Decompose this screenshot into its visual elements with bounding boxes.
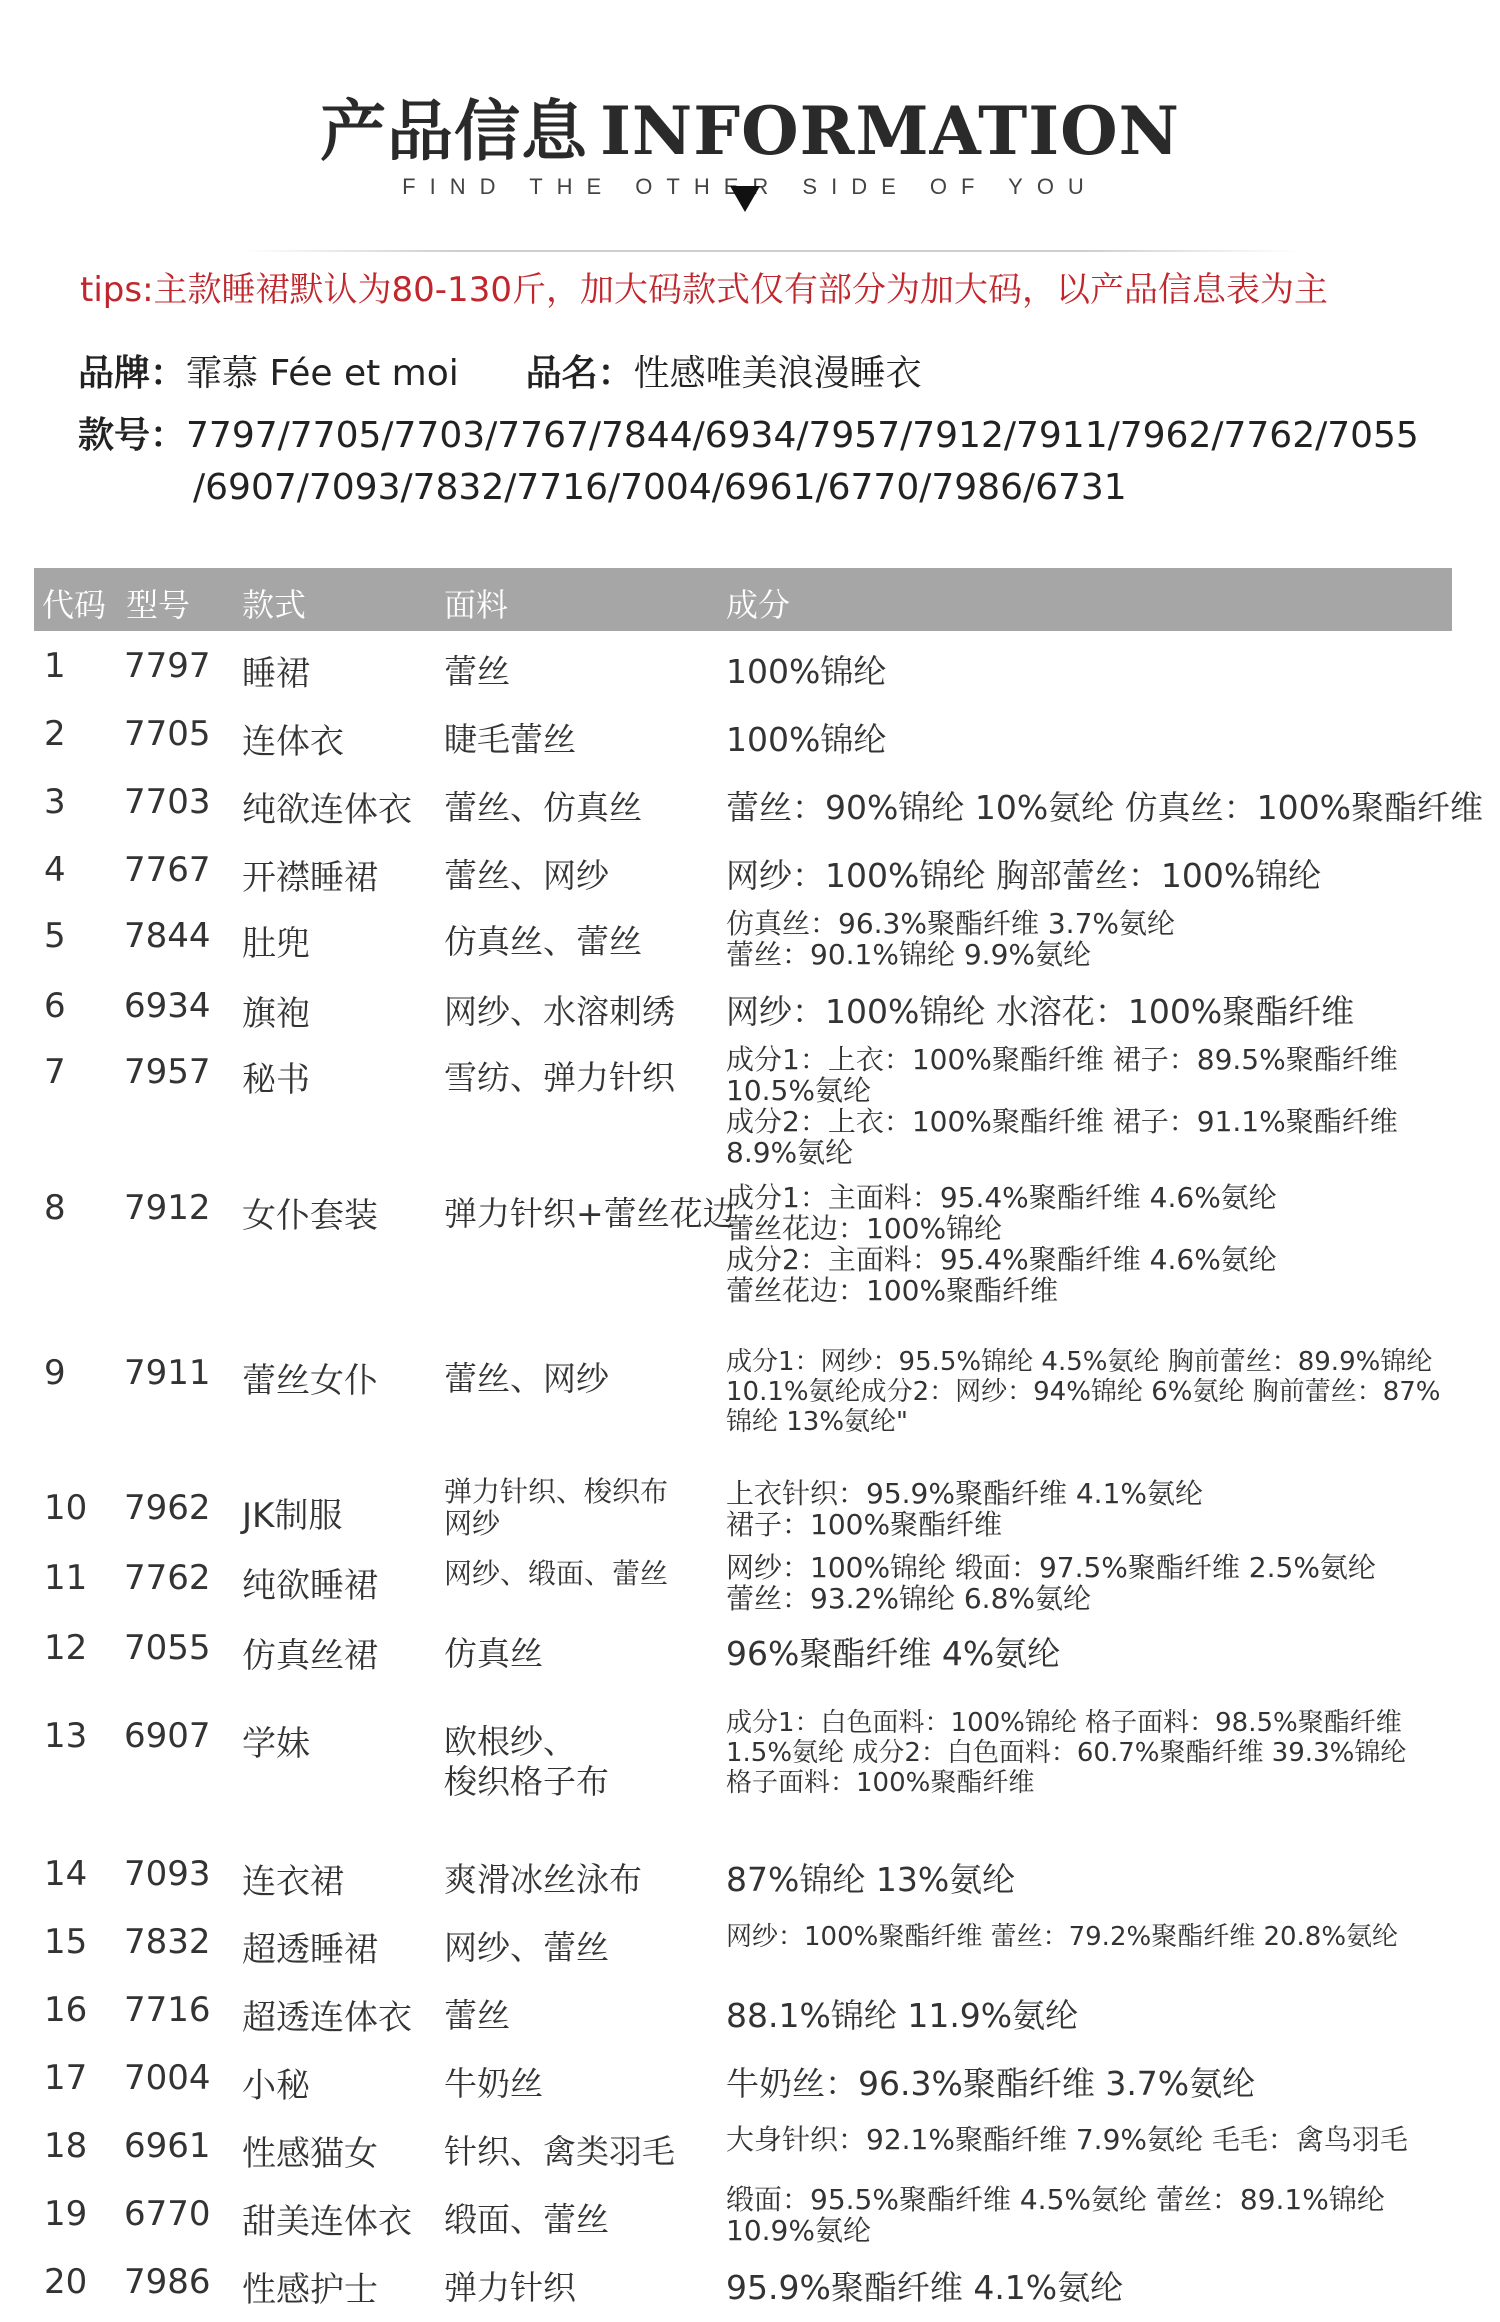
composition-line: 蕾丝：90%锦纶 10%氨纶 仿真丝：100%聚酯纤维 [726, 788, 1484, 827]
composition-line: 10.1%氨纶成分2：网纱：94%锦纶 6%氨纶 胸前蕾丝：87% [726, 1377, 1441, 1407]
info-brand-line [78, 345, 922, 396]
row-model: 7957 [124, 1052, 211, 1092]
row-composition [726, 1990, 1078, 2037]
fabric-line: 缎面、蕾丝 [444, 2200, 609, 2239]
composition-line: 10.9%氨纶 [726, 2214, 871, 2247]
row-composition [726, 782, 1483, 829]
fabric-line: 爽滑冰丝泳布 [444, 1860, 642, 1899]
row-model: 7055 [124, 1628, 211, 1668]
row-composition [726, 1854, 1015, 1901]
brand-value: 霏慕 Fée et moi [186, 353, 459, 394]
row-model: 7832 [124, 1922, 211, 1962]
header-code: 代码 [42, 586, 107, 624]
divider [240, 250, 1300, 252]
row-fabric [444, 1558, 668, 1590]
row-model: 7762 [124, 1558, 211, 1598]
composition-line: 大身针织：92.1%聚酯纤维 7.9%氨纶 毛毛：禽鸟羽毛 [726, 2123, 1408, 2156]
row-code: 12 [44, 1628, 88, 1668]
style-label: 款号： [78, 415, 187, 456]
row-code: 6 [44, 986, 66, 1026]
composition-line: 8.9%氨纶 [726, 1136, 854, 1169]
row-code: 3 [44, 782, 66, 822]
row-style: 旗袍 [242, 994, 310, 1034]
row-model: 7986 [124, 2262, 211, 2302]
row-model: 6907 [124, 1716, 211, 1756]
composition-line: 成分1：主面料：95.4%聚酯纤维 4.6%氨纶 [726, 1181, 1277, 1214]
row-code: 11 [44, 1558, 88, 1598]
row-model: 7767 [124, 850, 211, 890]
row-style: 女仆套装 [242, 1196, 378, 1236]
composition-line: 蕾丝：90.1%锦纶 9.9%氨纶 [726, 938, 1091, 971]
row-code: 20 [44, 2262, 88, 2302]
composition-line: 网纱：100%锦纶 缎面：97.5%聚酯纤维 2.5%氨纶 [726, 1551, 1376, 1584]
row-fabric [444, 714, 576, 761]
header-model: 型号 [126, 586, 191, 624]
row-composition [726, 1628, 1060, 1675]
composition-line: 100%锦纶 [726, 720, 887, 759]
composition-line: 87%锦纶 13%氨纶 [726, 1860, 1016, 1899]
style-numbers-line2: /6907/7093/7832/7716/7004/6961/6770/7986/6731 [193, 467, 1127, 508]
fabric-line: 弹力针织+蕾丝花边 [444, 1194, 736, 1233]
row-composition [726, 986, 1354, 1033]
row-composition [726, 714, 886, 761]
row-fabric [444, 1476, 668, 1540]
fabric-line: 欧根纱、 [444, 1722, 576, 1761]
row-style: 秘书 [242, 1060, 310, 1100]
product-table [34, 568, 1484, 2310]
row-code: 7 [44, 1052, 66, 1092]
row-model: 7962 [124, 1488, 211, 1528]
row-code: 19 [44, 2194, 88, 2234]
fabric-line: 蕾丝、仿真丝 [444, 788, 642, 827]
style-numbers-line1: 7797/7705/7703/7767/7844/6934/7957/7912/7911/7962/7762/7055 [186, 415, 1419, 456]
row-code: 10 [44, 1488, 88, 1528]
row-fabric [444, 1353, 609, 1400]
brand-label: 品牌： [78, 353, 187, 394]
row-fabric [444, 1628, 543, 1675]
composition-line: 95.9%聚酯纤维 4.1%氨纶 [726, 2268, 1124, 2307]
composition-line: 100%锦纶 [726, 652, 887, 691]
fabric-line: 蕾丝、网纱 [444, 856, 609, 895]
row-code: 8 [44, 1188, 66, 1228]
row-composition [726, 850, 1321, 897]
row-composition [726, 1708, 1406, 1798]
row-fabric [444, 1052, 675, 1099]
row-style: 睡裙 [242, 654, 310, 694]
row-style: 蕾丝女仆 [242, 1361, 378, 1401]
composition-line: 10.5%氨纶 [726, 1074, 871, 1107]
fabric-line: 网纱、水溶刺绣 [444, 992, 675, 1031]
fabric-line: 仿真丝、蕾丝 [444, 922, 642, 961]
row-fabric [444, 1854, 642, 1901]
row-style: 仿真丝裙 [242, 1636, 378, 1676]
row-composition [726, 1347, 1441, 1437]
row-code: 4 [44, 850, 66, 890]
row-style: JK制服 [242, 1496, 343, 1536]
composition-line: 裙子：100%聚酯纤维 [726, 1508, 1003, 1541]
row-style: 甜美连体衣 [242, 2202, 412, 2242]
row-model: 7844 [124, 916, 211, 956]
row-code: 18 [44, 2126, 88, 2166]
composition-line: 成分2：上衣：100%聚酯纤维 裙子：91.1%聚酯纤维 [726, 1105, 1398, 1138]
name-label: 品名： [525, 353, 634, 394]
composition-line: 蕾丝：93.2%锦纶 6.8%氨纶 [726, 1582, 1091, 1615]
row-model: 7911 [124, 1353, 211, 1393]
row-style: 开襟睡裙 [242, 858, 378, 898]
row-model: 6961 [124, 2126, 211, 2166]
row-fabric [444, 1722, 609, 1802]
row-fabric [444, 782, 642, 829]
composition-line: 96%聚酯纤维 4%氨纶 [726, 1634, 1061, 1673]
composition-line: 88.1%锦纶 11.9%氨纶 [726, 1996, 1079, 2035]
row-style: 性感猫女 [242, 2134, 378, 2174]
row-model: 7797 [124, 646, 211, 686]
composition-line: 成分2：主面料：95.4%聚酯纤维 4.6%氨纶 [726, 1243, 1277, 1276]
row-code: 16 [44, 1990, 88, 2030]
composition-line: 锦纶 13%氨纶" [726, 1407, 909, 1437]
composition-line: 缎面：95.5%聚酯纤维 4.5%氨纶 蕾丝：89.1%锦纶 [726, 2183, 1385, 2216]
row-model: 6934 [124, 986, 211, 1026]
composition-line: 蕾丝花边：100%锦纶 [726, 1212, 1003, 1245]
name-value: 性感唯美浪漫睡衣 [633, 353, 922, 394]
row-style: 连衣裙 [242, 1862, 344, 1902]
fabric-line: 弹力针织 [444, 2268, 576, 2307]
row-model: 7912 [124, 1188, 211, 1228]
header-composition: 成分 [726, 586, 791, 624]
composition-line: 成分1：网纱：95.5%锦纶 4.5%氨纶 胸前蕾丝：89.9%锦纶 [726, 1347, 1433, 1377]
row-fabric [444, 2262, 576, 2309]
row-composition [726, 908, 1175, 970]
composition-line: 1.5%氨纶 成分2：白色面料：60.7%聚酯纤维 39.3%锦纶 [726, 1738, 1407, 1768]
row-style: 学妹 [242, 1724, 310, 1764]
composition-line: 蕾丝花边：100%聚酯纤维 [726, 1274, 1059, 1307]
subtitle: FIND THE OTHER SIDE OF YOU [402, 174, 1098, 199]
fabric-line: 雪纺、弹力针织 [444, 1058, 675, 1097]
tips-text: tips:主款睡裙默认为80-130斤，加大码款式仅有部分为加大码，以产品信息表为主 [80, 270, 1328, 310]
fabric-line: 网纱 [444, 1507, 501, 1540]
composition-line: 仿真丝：96.3%聚酯纤维 3.7%氨纶 [726, 907, 1175, 940]
row-composition [726, 2058, 1255, 2105]
row-composition [726, 2124, 1408, 2156]
row-composition [726, 2184, 1385, 2246]
fabric-line: 梭织格子布 [444, 1762, 609, 1801]
row-fabric [444, 2058, 543, 2105]
row-fabric [444, 986, 675, 1033]
row-composition [726, 1478, 1203, 1540]
info-style-line [78, 407, 1419, 458]
composition-line: 网纱：100%锦纶 胸部蕾丝：100%锦纶 [726, 856, 1322, 895]
row-style: 性感护士 [242, 2270, 378, 2310]
row-fabric [444, 1922, 609, 1969]
row-style: 肚兜 [242, 924, 310, 964]
row-model: 6770 [124, 2194, 211, 2234]
fabric-line: 弹力针织、梭织布 [444, 1475, 669, 1508]
row-model: 7004 [124, 2058, 211, 2098]
header-fabric: 面料 [444, 586, 509, 624]
row-fabric [444, 1188, 736, 1235]
composition-line: 格子面料：100%聚酯纤维 [726, 1768, 1035, 1798]
row-model: 7716 [124, 1990, 211, 2030]
row-code: 14 [44, 1854, 88, 1894]
row-fabric [444, 1990, 510, 2037]
fabric-line: 蕾丝 [444, 1996, 510, 2035]
row-code: 5 [44, 916, 66, 956]
row-code: 2 [44, 714, 66, 754]
row-style: 纯欲睡裙 [242, 1566, 378, 1606]
composition-line: 牛奶丝：96.3%聚酯纤维 3.7%氨纶 [726, 2064, 1256, 2103]
fabric-line: 牛奶丝 [444, 2064, 543, 2103]
row-style: 超透睡裙 [242, 1930, 378, 1970]
row-model: 7703 [124, 782, 211, 822]
row-model: 7093 [124, 1854, 211, 1894]
fabric-line: 蕾丝 [444, 652, 510, 691]
row-code: 13 [44, 1716, 88, 1756]
row-fabric [444, 916, 642, 963]
row-composition [726, 2262, 1123, 2309]
row-code: 17 [44, 2058, 88, 2098]
composition-line: 网纱：100%锦纶 水溶花：100%聚酯纤维 [726, 992, 1355, 1031]
composition-line: 网纱：100%聚酯纤维 蕾丝：79.2%聚酯纤维 20.8%氨纶 [726, 1922, 1399, 1952]
row-code: 15 [44, 1922, 88, 1962]
row-composition [726, 1922, 1398, 1952]
composition-line: 成分1：上衣：100%聚酯纤维 裙子：89.5%聚酯纤维 [726, 1043, 1398, 1076]
row-composition [726, 1182, 1277, 1306]
fabric-line: 仿真丝 [444, 1634, 543, 1673]
page-title [0, 78, 1500, 173]
row-model: 7705 [124, 714, 211, 754]
row-fabric [444, 646, 510, 693]
title-cn: 产品信息 [320, 93, 589, 170]
fabric-line: 睫毛蕾丝 [444, 720, 576, 759]
row-code: 9 [44, 1353, 66, 1393]
row-style: 小秘 [242, 2066, 310, 2106]
header-style: 款式 [242, 586, 307, 624]
down-arrow-icon [730, 186, 760, 212]
title-en: INFORMATION [600, 92, 1180, 170]
row-style: 超透连体衣 [242, 1998, 412, 2038]
row-style: 连体衣 [242, 722, 344, 762]
row-composition [726, 1044, 1398, 1168]
row-composition [726, 646, 886, 693]
row-fabric [444, 2194, 609, 2241]
row-fabric [444, 850, 609, 897]
fabric-line: 网纱、蕾丝 [444, 1928, 609, 1967]
fabric-line: 网纱、缎面、蕾丝 [444, 1557, 669, 1590]
row-fabric [444, 2126, 675, 2173]
composition-line: 上衣针织：95.9%聚酯纤维 4.1%氨纶 [726, 1477, 1203, 1510]
row-style: 纯欲连体衣 [242, 790, 412, 830]
table-header [34, 568, 1452, 631]
row-composition [726, 1552, 1376, 1614]
fabric-line: 蕾丝、网纱 [444, 1359, 609, 1398]
fabric-line: 针织、禽类羽毛 [444, 2132, 675, 2171]
composition-line: 成分1：白色面料：100%锦纶 格子面料：98.5%聚酯纤维 [726, 1708, 1402, 1738]
row-code: 1 [44, 646, 66, 686]
